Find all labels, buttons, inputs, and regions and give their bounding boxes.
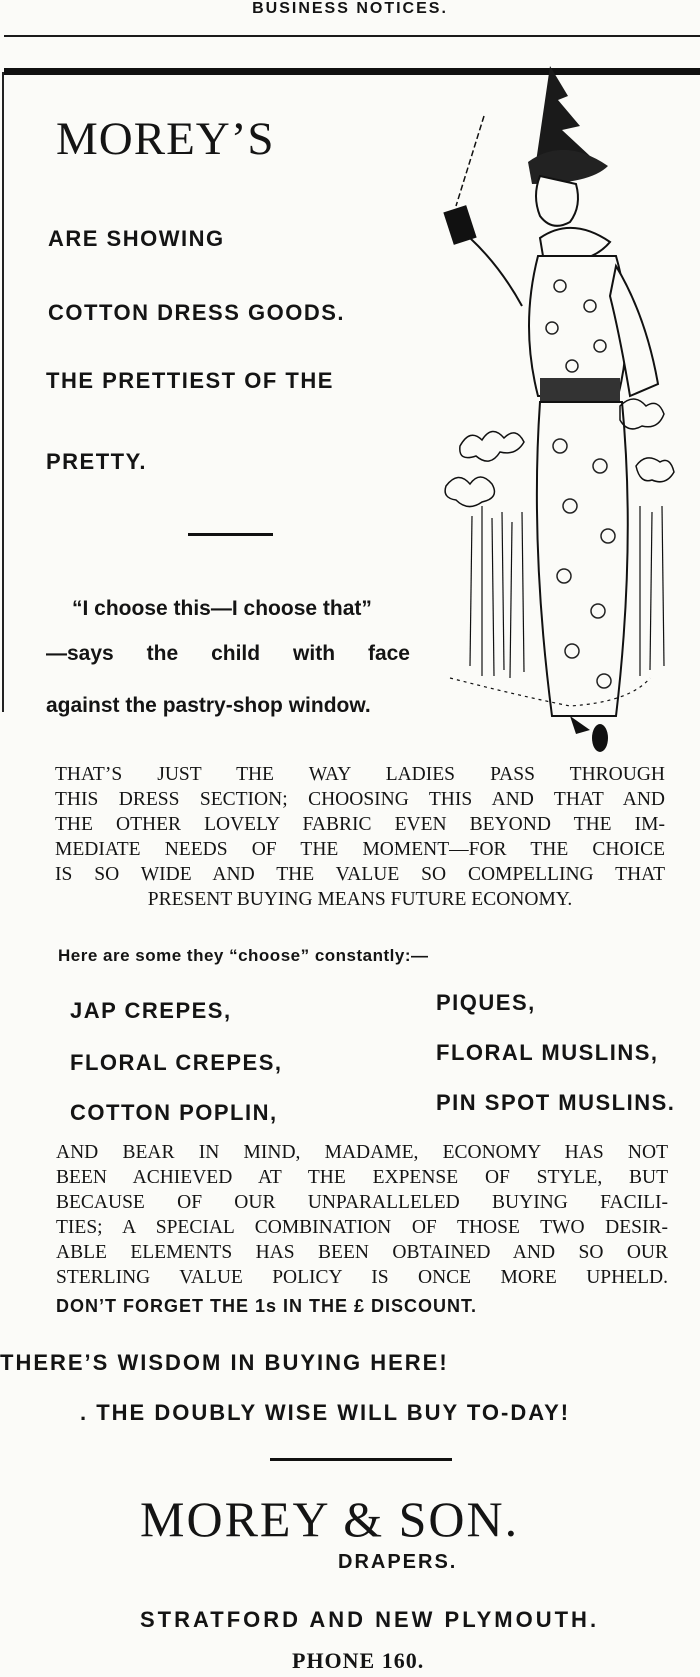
fabric-item: PIN SPOT MUSLINS. [436, 1090, 676, 1115]
body-line: PRESENT BUYING MEANS FUTURE ECONOMY. [147, 889, 573, 910]
fabric-item: FLORAL CREPES, [70, 1050, 283, 1075]
body-line: ABLE ELEMENTS HAS BEEN OBTAINED AND SO OUR [56, 1242, 668, 1263]
divider [270, 1458, 452, 1461]
body-paragraph-2 [56, 1140, 668, 1290]
header-rule [4, 35, 700, 37]
head [536, 176, 578, 226]
quote-line: against the pastry-shop window. [46, 694, 371, 717]
brand-title: MOREY’S [56, 113, 275, 165]
divider [188, 533, 273, 536]
lady-illustration [440, 66, 690, 766]
fabric-item: COTTON POPLIN, [70, 1100, 278, 1125]
arm [470, 238, 522, 306]
discount-note: DON’T FORGET THE 1s IN THE £ DISCOUNT. [56, 1296, 478, 1316]
fabric-item: JAP CREPES, [70, 998, 232, 1023]
body-line: IS SO WIDE AND THE VALUE SO COMPELLING THAT [55, 864, 665, 885]
slogan: THERE’S WISDOM IN BUYING HERE! [0, 1350, 449, 1375]
sash [540, 378, 620, 402]
body-line: AND BEAR IN MIND, MADAME, ECONOMY HAS NOT [56, 1142, 668, 1163]
ad-left-border [2, 72, 4, 712]
choose-intro: Here are some they “choose” constantly:— [58, 946, 429, 965]
shoe [570, 716, 590, 734]
body-line: THE OTHER LOVELY FABRIC EVEN BEYOND THE IM- [55, 814, 665, 835]
quote-line: “I choose this—I choose that” [72, 597, 372, 620]
headline-line: PRETTY. [46, 449, 147, 474]
quote-line: —says the child with face [46, 642, 410, 665]
body-line: BECAUSE OF OUR UNPARALLELED BUYING FACILI- [56, 1192, 668, 1213]
trade: DRAPERS. [338, 1551, 458, 1573]
slogan: . THE DOUBLY WISE WILL BUY TO-DAY! [80, 1400, 571, 1425]
headline-line: ARE SHOWING [48, 226, 225, 251]
headline-line: COTTON DRESS GOODS. [48, 300, 346, 325]
body-line: TIES; A SPECIAL COMBINATION OF THOSE TWO DESIR- [56, 1217, 668, 1238]
body-line: THIS DRESS SECTION; CHOOSING THIS AND THAT AND [55, 789, 665, 810]
body-line: STERLING VALUE POLICY IS ONCE MORE UPHELD. [56, 1267, 668, 1288]
phone: PHONE 160. [292, 1648, 425, 1673]
bodice [529, 256, 627, 396]
parasol-line [456, 116, 484, 206]
shoe [592, 724, 608, 752]
hat-feather [536, 66, 590, 162]
body-line: MEDIATE NEEDS OF THE MOMENT—FOR THE CHOICE [55, 839, 665, 860]
locations: STRATFORD AND NEW PLYMOUTH. [140, 1607, 600, 1632]
fabric-item: FLORAL MUSLINS, [436, 1040, 659, 1065]
body-line: THAT’S JUST THE WAY LADIES PASS THROUGH [55, 764, 665, 785]
body-line: BEEN ACHIEVED AT THE EXPENSE OF STYLE, BUT [56, 1167, 668, 1188]
fabric-item: PIQUES, [436, 990, 536, 1015]
body-paragraph-1 [55, 762, 665, 912]
firm-name: MOREY & SON. [140, 1491, 520, 1547]
headline-line: THE PRETTIEST OF THE [46, 368, 334, 393]
section-header: BUSINESS NOTICES. [252, 0, 448, 17]
skirt [537, 402, 628, 716]
